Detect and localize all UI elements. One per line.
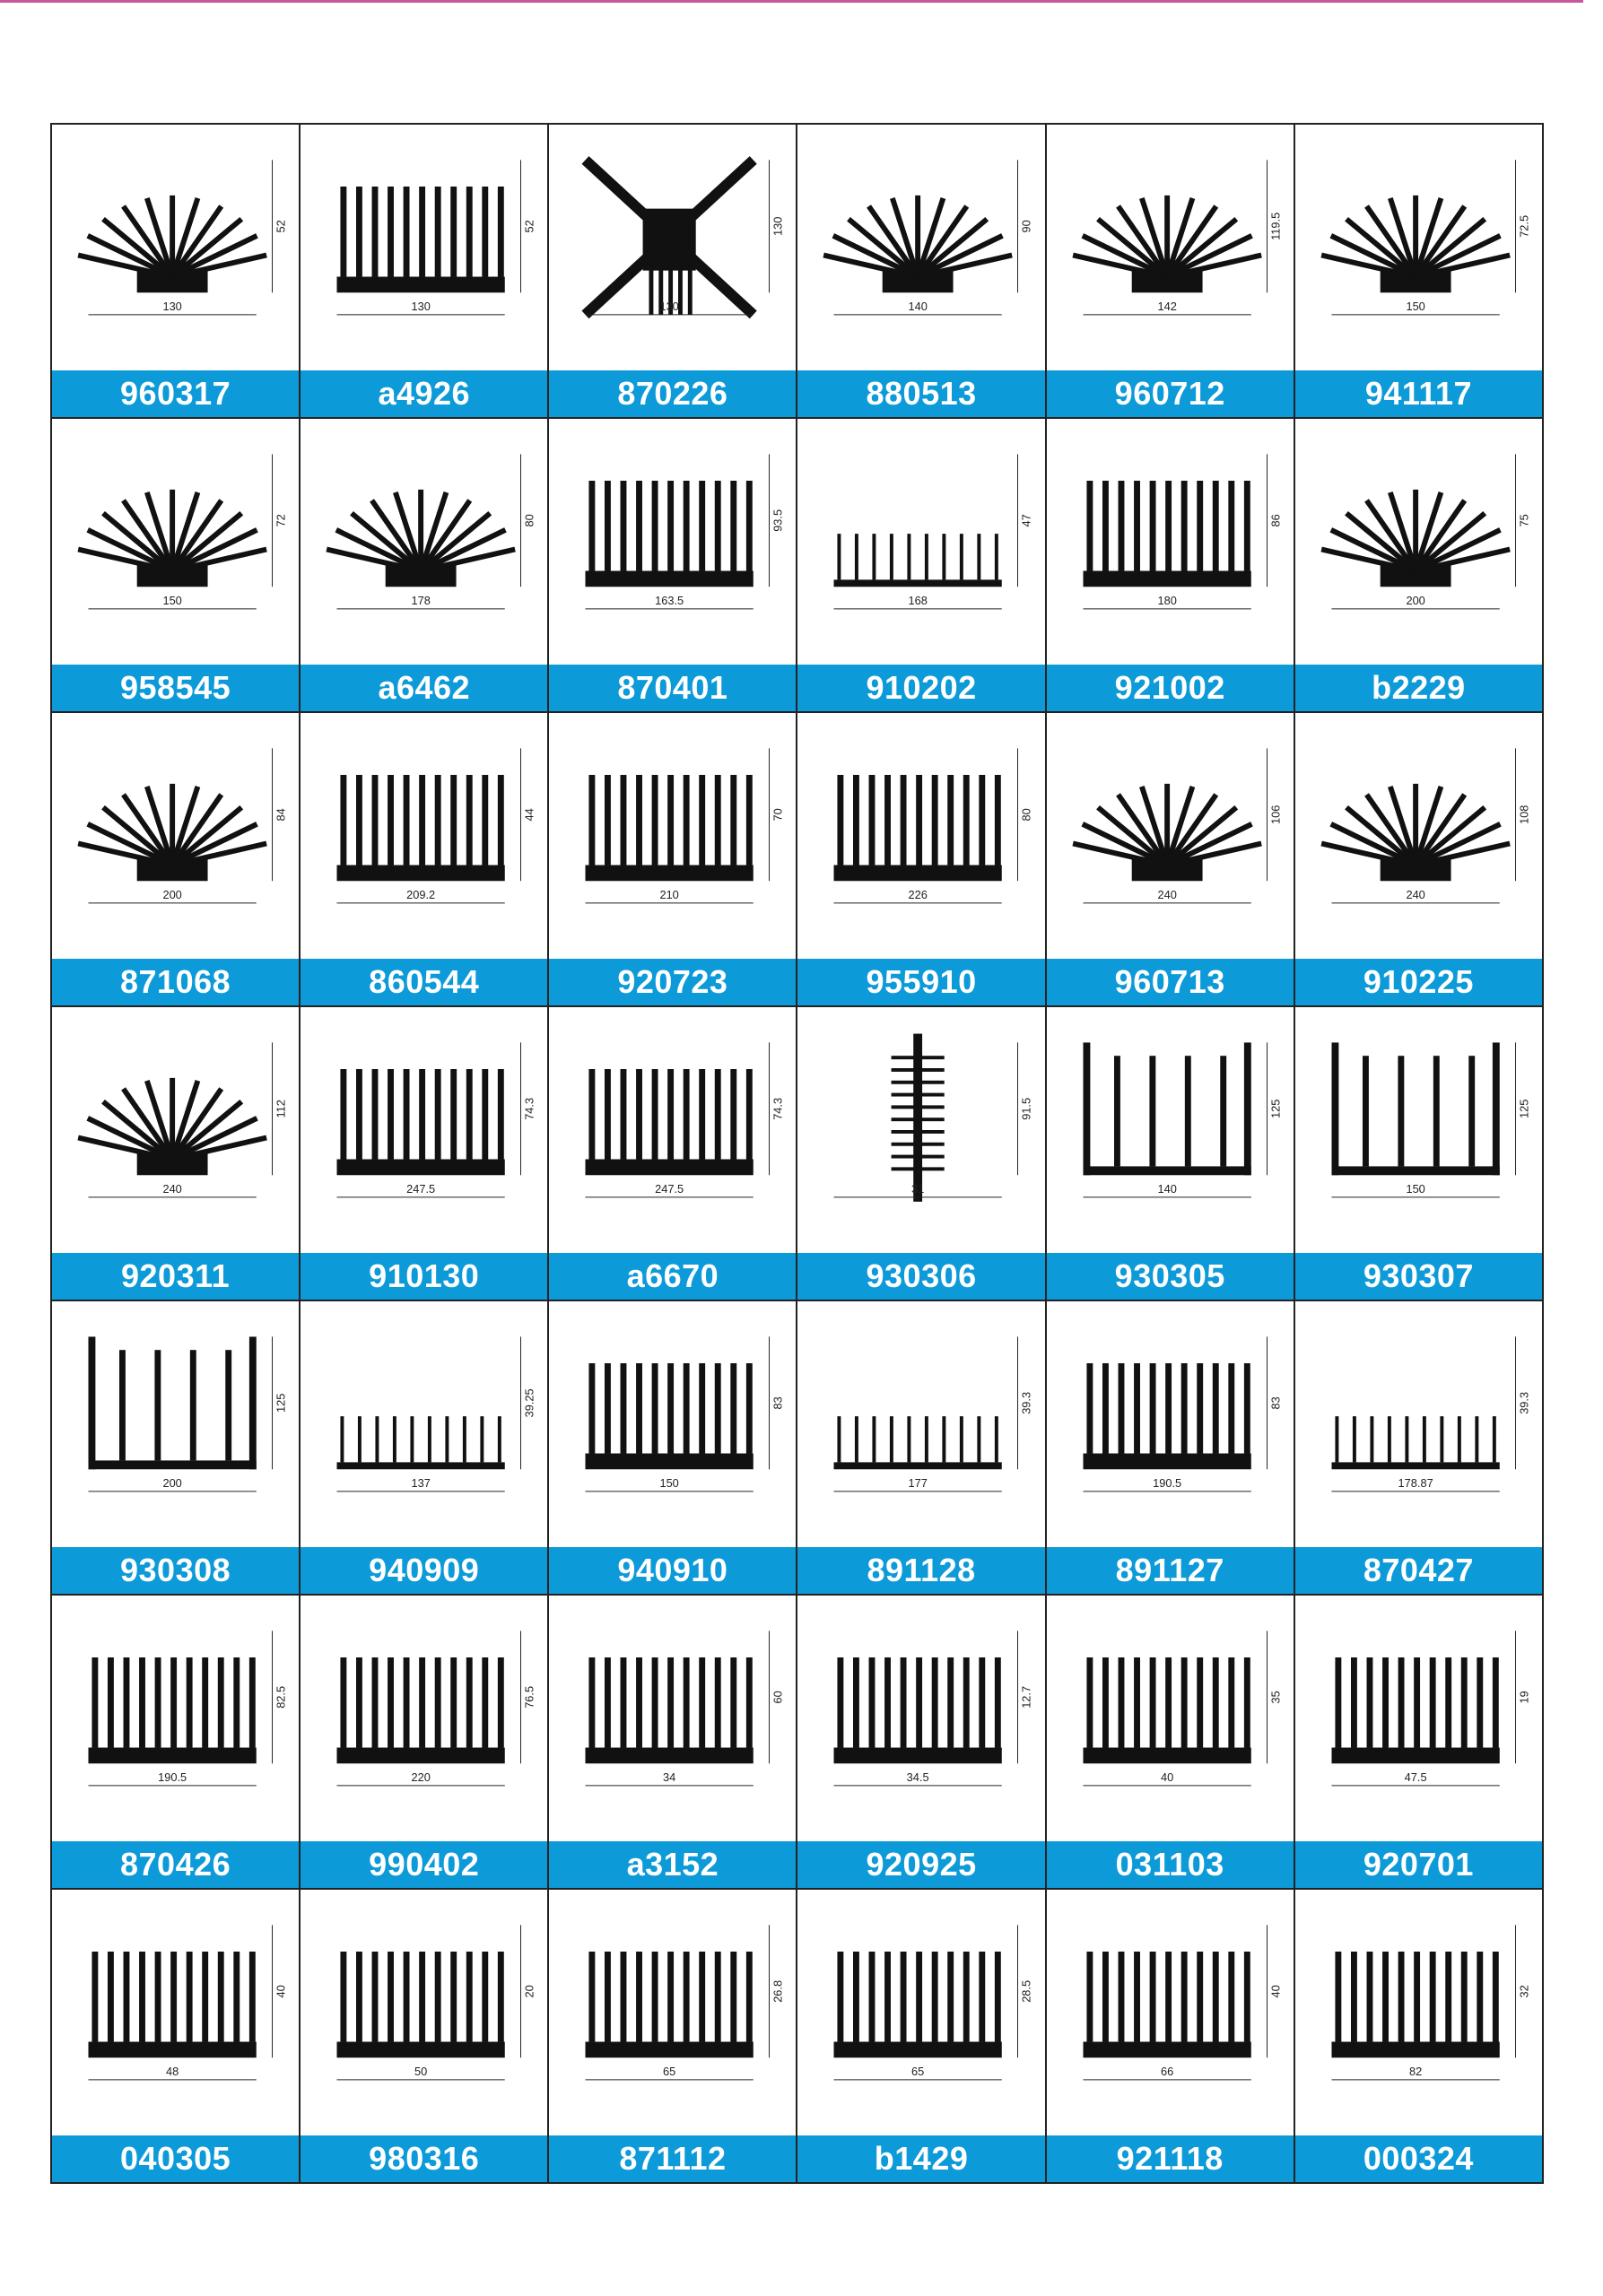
width-dimension: 226 bbox=[908, 887, 928, 901]
profile-shape bbox=[1331, 1416, 1499, 1469]
profile-diagram bbox=[1295, 1301, 1542, 1547]
profile-code: 930308 bbox=[52, 1547, 299, 1594]
profile-shape bbox=[337, 775, 505, 881]
profile-shape bbox=[1073, 196, 1261, 292]
profile-code: 920311 bbox=[52, 1253, 299, 1300]
height-dimension: 72 bbox=[274, 514, 288, 527]
width-dimension: 150 bbox=[162, 593, 182, 607]
height-dimension: 70 bbox=[771, 808, 785, 822]
height-dimension: 119.5 bbox=[1268, 212, 1282, 240]
profile-card bbox=[52, 1890, 301, 2184]
profile-diagram bbox=[301, 1301, 547, 1547]
profile-card bbox=[301, 125, 549, 419]
profile-shape bbox=[1083, 1042, 1250, 1175]
profile-diagram bbox=[1047, 125, 1294, 370]
height-dimension: 83 bbox=[1268, 1396, 1282, 1410]
profile-diagram bbox=[549, 1301, 796, 1547]
profile-card bbox=[52, 1301, 301, 1596]
profile-code: 920925 bbox=[797, 1841, 1044, 1888]
profile-code: 910225 bbox=[1295, 959, 1542, 1005]
profile-shape bbox=[586, 160, 754, 314]
profile-diagram bbox=[1047, 1007, 1294, 1253]
profile-card bbox=[549, 1596, 797, 1890]
profile-drawing bbox=[1047, 1596, 1294, 1841]
profile-shape bbox=[1083, 1363, 1250, 1469]
profile-drawing bbox=[797, 1890, 1044, 2135]
profile-card bbox=[52, 1596, 301, 1890]
profile-drawing bbox=[301, 1007, 547, 1253]
width-dimension: 48 bbox=[166, 2064, 179, 2078]
height-dimension: 12.7 bbox=[1019, 1685, 1033, 1709]
profile-shape bbox=[1083, 1657, 1250, 1763]
width-dimension: 210 bbox=[659, 887, 680, 901]
heatsink-profile-grid bbox=[50, 123, 1544, 2184]
profile-card bbox=[1047, 1890, 1295, 2184]
width-dimension: 150 bbox=[1406, 1181, 1425, 1196]
profile-card bbox=[1047, 419, 1295, 713]
profile-code: 870427 bbox=[1295, 1547, 1542, 1594]
profile-drawing bbox=[797, 713, 1044, 959]
profile-card bbox=[797, 125, 1046, 419]
profile-card bbox=[549, 419, 797, 713]
profile-diagram bbox=[797, 419, 1044, 665]
profile-drawing bbox=[1047, 419, 1294, 665]
profile-shape bbox=[834, 1416, 1002, 1469]
height-dimension: 52 bbox=[522, 220, 536, 233]
height-dimension: 90 bbox=[1019, 220, 1033, 233]
top-accent-line bbox=[0, 0, 1583, 3]
profile-diagram bbox=[301, 1007, 547, 1253]
profile-shape bbox=[586, 1363, 754, 1469]
profile-drawing bbox=[797, 1007, 1044, 1253]
profile-shape bbox=[78, 1078, 266, 1175]
profile-diagram bbox=[301, 713, 547, 959]
profile-drawing bbox=[52, 419, 299, 665]
profile-shape bbox=[834, 1952, 1002, 2057]
width-dimension: 190.5 bbox=[1152, 1475, 1181, 1490]
profile-code: 891127 bbox=[1047, 1547, 1294, 1594]
profile-code: 920723 bbox=[549, 959, 796, 1005]
profile-shape bbox=[1331, 1657, 1499, 1763]
profile-drawing bbox=[549, 713, 796, 959]
profile-card bbox=[1295, 419, 1544, 713]
profile-diagram bbox=[52, 1007, 299, 1253]
width-dimension: 142 bbox=[1157, 299, 1177, 313]
width-dimension: 209.2 bbox=[406, 887, 436, 901]
profile-card bbox=[1047, 125, 1295, 419]
profile-diagram bbox=[549, 713, 796, 959]
profile-drawing bbox=[301, 1890, 547, 2135]
height-dimension: 82.5 bbox=[274, 1685, 288, 1709]
width-dimension: 34 bbox=[663, 1770, 676, 1784]
width-dimension: 220 bbox=[411, 1770, 431, 1784]
profile-card bbox=[1295, 1890, 1544, 2184]
profile-drawing bbox=[549, 1007, 796, 1253]
width-dimension: 177 bbox=[908, 1475, 928, 1490]
profile-card bbox=[1295, 125, 1544, 419]
profile-drawing bbox=[301, 125, 547, 370]
profile-drawing bbox=[797, 1596, 1044, 1841]
width-dimension: 178.87 bbox=[1398, 1475, 1433, 1490]
profile-card bbox=[1047, 1007, 1295, 1301]
profile-shape bbox=[834, 775, 1002, 881]
height-dimension: 80 bbox=[1019, 808, 1033, 822]
profile-code: 860544 bbox=[301, 959, 547, 1005]
profile-card bbox=[1047, 713, 1295, 1007]
profile-code: 940910 bbox=[549, 1547, 796, 1594]
profile-shape bbox=[1321, 490, 1510, 587]
height-dimension: 35 bbox=[1268, 1691, 1282, 1704]
profile-code: b1429 bbox=[797, 2135, 1044, 2182]
height-dimension: 86 bbox=[1268, 514, 1282, 527]
profile-card bbox=[549, 125, 797, 419]
profile-shape bbox=[1083, 481, 1250, 587]
profile-drawing bbox=[52, 1301, 299, 1547]
profile-drawing bbox=[1295, 1596, 1542, 1841]
profile-diagram bbox=[797, 1007, 1044, 1253]
profile-code: 921118 bbox=[1047, 2135, 1294, 2182]
profile-shape bbox=[327, 490, 515, 587]
width-dimension: 178 bbox=[411, 593, 431, 607]
profile-diagram bbox=[301, 419, 547, 665]
profile-code: 921002 bbox=[1047, 665, 1294, 711]
profile-drawing bbox=[1295, 125, 1542, 370]
height-dimension: 76.5 bbox=[522, 1685, 536, 1709]
profile-diagram bbox=[797, 1890, 1044, 2135]
profile-drawing bbox=[301, 1301, 547, 1547]
profile-drawing bbox=[301, 713, 547, 959]
profile-card bbox=[1047, 1301, 1295, 1596]
profile-card bbox=[549, 713, 797, 1007]
profile-code: 040305 bbox=[52, 2135, 299, 2182]
width-dimension: 200 bbox=[162, 1475, 182, 1490]
profile-shape bbox=[337, 1416, 505, 1469]
height-dimension: 93.5 bbox=[771, 509, 785, 532]
profile-shape bbox=[88, 1657, 256, 1763]
width-dimension: 240 bbox=[1157, 887, 1177, 901]
width-dimension: 240 bbox=[162, 1181, 182, 1196]
profile-card bbox=[301, 1007, 549, 1301]
profile-code: a4926 bbox=[301, 370, 547, 417]
profile-diagram bbox=[1295, 1596, 1542, 1841]
profile-code: 930305 bbox=[1047, 1253, 1294, 1300]
profile-diagram bbox=[797, 1301, 1044, 1547]
profile-code: 930306 bbox=[797, 1253, 1044, 1300]
height-dimension: 83 bbox=[771, 1396, 785, 1410]
width-dimension: 247.5 bbox=[406, 1181, 436, 1196]
profile-code: 940909 bbox=[301, 1547, 547, 1594]
profile-drawing bbox=[549, 1890, 796, 2135]
profile-diagram bbox=[52, 1596, 299, 1841]
height-dimension: 74.3 bbox=[771, 1097, 785, 1120]
profile-diagram bbox=[549, 419, 796, 665]
profile-diagram bbox=[52, 713, 299, 959]
profile-shape bbox=[1073, 784, 1261, 881]
profile-shape bbox=[834, 534, 1002, 587]
profile-shape bbox=[586, 1952, 754, 2057]
profile-drawing bbox=[1047, 713, 1294, 959]
profile-card bbox=[52, 419, 301, 713]
profile-drawing bbox=[52, 713, 299, 959]
height-dimension: 20 bbox=[522, 1985, 536, 1998]
profile-code: 870226 bbox=[549, 370, 796, 417]
profile-code: a6462 bbox=[301, 665, 547, 711]
profile-diagram bbox=[1047, 1596, 1294, 1841]
height-dimension: 40 bbox=[1268, 1985, 1282, 1998]
width-dimension: 65 bbox=[911, 2064, 925, 2078]
profile-code: b2229 bbox=[1295, 665, 1542, 711]
height-dimension: 130 bbox=[771, 216, 785, 237]
profile-diagram bbox=[549, 125, 796, 370]
height-dimension: 75 bbox=[1517, 514, 1531, 527]
profile-diagram bbox=[1295, 125, 1542, 370]
width-dimension: 31 bbox=[911, 1181, 925, 1196]
width-dimension: 180 bbox=[1157, 593, 1177, 607]
profile-shape bbox=[337, 187, 505, 292]
profile-code: 031103 bbox=[1047, 1841, 1294, 1888]
height-dimension: 108 bbox=[1517, 804, 1531, 825]
profile-diagram bbox=[1295, 419, 1542, 665]
profile-diagram bbox=[797, 1596, 1044, 1841]
profile-card bbox=[549, 1301, 797, 1596]
profile-card bbox=[301, 1301, 549, 1596]
profile-card bbox=[797, 1596, 1046, 1890]
profile-shape bbox=[586, 1657, 754, 1763]
width-dimension: 65 bbox=[663, 2064, 676, 2078]
width-dimension: 40 bbox=[1160, 1770, 1173, 1784]
width-dimension: 137 bbox=[411, 1475, 431, 1490]
profile-diagram bbox=[1295, 1890, 1542, 2135]
height-dimension: 28.5 bbox=[1019, 1979, 1033, 2003]
profile-shape bbox=[78, 490, 266, 587]
profile-code: 000324 bbox=[1295, 2135, 1542, 2182]
profile-diagram bbox=[797, 713, 1044, 959]
profile-code: 871068 bbox=[52, 959, 299, 1005]
profile-shape bbox=[586, 775, 754, 881]
height-dimension: 44 bbox=[522, 808, 536, 822]
profile-shape bbox=[834, 1657, 1002, 1763]
profile-code: 941117 bbox=[1295, 370, 1542, 417]
profile-code: 990402 bbox=[301, 1841, 547, 1888]
profile-code: 880513 bbox=[797, 370, 1044, 417]
profile-diagram bbox=[1047, 1301, 1294, 1547]
profile-shape bbox=[88, 1336, 256, 1469]
height-dimension: 39.3 bbox=[1019, 1391, 1033, 1414]
width-dimension: 130 bbox=[411, 299, 431, 313]
height-dimension: 52 bbox=[274, 220, 288, 233]
profile-diagram bbox=[1047, 1890, 1294, 2135]
profile-code: a6670 bbox=[549, 1253, 796, 1300]
width-dimension: 168 bbox=[908, 593, 928, 607]
profile-code: 870401 bbox=[549, 665, 796, 711]
profile-shape bbox=[586, 1069, 754, 1175]
profile-shape bbox=[337, 1657, 505, 1763]
height-dimension: 32 bbox=[1517, 1985, 1531, 1998]
profile-code: 910130 bbox=[301, 1253, 547, 1300]
profile-code: 930307 bbox=[1295, 1253, 1542, 1300]
width-dimension: 82 bbox=[1408, 2064, 1423, 2078]
profile-drawing bbox=[1047, 125, 1294, 370]
width-dimension: 140 bbox=[1157, 1181, 1177, 1196]
profile-drawing bbox=[52, 1596, 299, 1841]
profile-code: 958545 bbox=[52, 665, 299, 711]
profile-code: 871112 bbox=[549, 2135, 796, 2182]
height-dimension: 125 bbox=[1268, 1099, 1282, 1119]
profile-diagram bbox=[797, 125, 1044, 370]
width-dimension: 150 bbox=[1406, 299, 1425, 313]
profile-card bbox=[52, 125, 301, 419]
profile-code: 960317 bbox=[52, 370, 299, 417]
height-dimension: 106 bbox=[1268, 804, 1282, 825]
profile-card bbox=[1295, 713, 1544, 1007]
profile-shape bbox=[1331, 1042, 1499, 1175]
height-dimension: 40 bbox=[274, 1985, 288, 1998]
profile-drawing bbox=[1295, 1890, 1542, 2135]
profile-shape bbox=[586, 481, 754, 587]
profile-drawing bbox=[1047, 1301, 1294, 1547]
width-dimension: 240 bbox=[1406, 887, 1425, 901]
width-dimension: 163.5 bbox=[655, 593, 684, 607]
profile-card bbox=[797, 1890, 1046, 2184]
height-dimension: 125 bbox=[1517, 1099, 1531, 1119]
profile-code: 960713 bbox=[1047, 959, 1294, 1005]
height-dimension: 91.5 bbox=[1019, 1097, 1033, 1120]
height-dimension: 39.3 bbox=[1517, 1391, 1531, 1414]
width-dimension: 200 bbox=[162, 887, 182, 901]
profile-shape bbox=[892, 1034, 945, 1202]
profile-drawing bbox=[797, 419, 1044, 665]
profile-shape bbox=[1321, 784, 1510, 881]
profile-card bbox=[1295, 1596, 1544, 1890]
height-dimension: 47 bbox=[1019, 514, 1033, 527]
profile-card bbox=[1047, 1596, 1295, 1890]
height-dimension: 72.5 bbox=[1517, 214, 1531, 238]
height-dimension: 125 bbox=[274, 1393, 288, 1413]
profile-card bbox=[301, 419, 549, 713]
profile-diagram bbox=[52, 419, 299, 665]
profile-card bbox=[549, 1890, 797, 2184]
width-dimension: 50 bbox=[414, 2064, 428, 2078]
profile-diagram bbox=[1295, 1007, 1542, 1253]
profile-shape bbox=[78, 196, 266, 292]
profile-drawing bbox=[1295, 1007, 1542, 1253]
profile-drawing bbox=[549, 1301, 796, 1547]
profile-card bbox=[797, 713, 1046, 1007]
width-dimension: 34.5 bbox=[907, 1770, 930, 1784]
profile-drawing bbox=[797, 1301, 1044, 1547]
profile-code: a3152 bbox=[549, 1841, 796, 1888]
profile-diagram bbox=[301, 125, 547, 370]
width-dimension: 190.5 bbox=[158, 1770, 187, 1784]
profile-shape bbox=[88, 1952, 256, 2057]
profile-drawing bbox=[301, 419, 547, 665]
profile-diagram bbox=[1295, 713, 1542, 959]
width-dimension: 247.5 bbox=[655, 1181, 684, 1196]
profile-card bbox=[549, 1007, 797, 1301]
height-dimension: 84 bbox=[274, 808, 288, 822]
profile-card bbox=[797, 1301, 1046, 1596]
profile-drawing bbox=[52, 1007, 299, 1253]
profile-card bbox=[797, 1007, 1046, 1301]
width-dimension: 200 bbox=[1406, 593, 1425, 607]
width-dimension: 150 bbox=[659, 1475, 680, 1490]
profile-card bbox=[52, 713, 301, 1007]
profile-drawing bbox=[549, 1596, 796, 1841]
profile-code: 870426 bbox=[52, 1841, 299, 1888]
width-dimension: 130 bbox=[659, 299, 680, 313]
profile-drawing bbox=[301, 1596, 547, 1841]
profile-drawing bbox=[1295, 419, 1542, 665]
profile-shape bbox=[1321, 196, 1510, 292]
profile-card bbox=[797, 419, 1046, 713]
profile-drawing bbox=[1295, 1301, 1542, 1547]
profile-card bbox=[1295, 1301, 1544, 1596]
profile-diagram bbox=[301, 1890, 547, 2135]
profile-diagram bbox=[52, 1301, 299, 1547]
profile-shape bbox=[1331, 1952, 1499, 2057]
height-dimension: 39.25 bbox=[522, 1388, 536, 1418]
profile-shape bbox=[337, 1069, 505, 1175]
profile-code: 955910 bbox=[797, 959, 1044, 1005]
width-dimension: 66 bbox=[1160, 2064, 1173, 2078]
profile-shape bbox=[78, 784, 266, 881]
profile-diagram bbox=[549, 1596, 796, 1841]
profile-drawing bbox=[1295, 713, 1542, 959]
profile-diagram bbox=[1047, 419, 1294, 665]
profile-drawing bbox=[549, 125, 796, 370]
profile-diagram bbox=[52, 1890, 299, 2135]
profile-diagram bbox=[301, 1596, 547, 1841]
profile-code: 980316 bbox=[301, 2135, 547, 2182]
profile-diagram bbox=[52, 125, 299, 370]
profile-card bbox=[301, 1890, 549, 2184]
profile-card bbox=[1295, 1007, 1544, 1301]
profile-diagram bbox=[1047, 713, 1294, 959]
height-dimension: 19 bbox=[1517, 1691, 1531, 1704]
profile-code: 960712 bbox=[1047, 370, 1294, 417]
profile-diagram bbox=[549, 1890, 796, 2135]
profile-code: 920701 bbox=[1295, 1841, 1542, 1888]
profile-drawing bbox=[1047, 1890, 1294, 2135]
profile-shape bbox=[337, 1952, 505, 2057]
profile-drawing bbox=[1047, 1007, 1294, 1253]
profile-shape bbox=[824, 196, 1013, 292]
width-dimension: 140 bbox=[908, 299, 928, 313]
profile-card bbox=[52, 1007, 301, 1301]
height-dimension: 74.3 bbox=[522, 1097, 536, 1120]
profile-card bbox=[301, 713, 549, 1007]
profile-drawing bbox=[52, 125, 299, 370]
profile-drawing bbox=[797, 125, 1044, 370]
profile-card bbox=[301, 1596, 549, 1890]
profile-drawing bbox=[52, 1890, 299, 2135]
profile-shape bbox=[1083, 1952, 1250, 2057]
height-dimension: 26.8 bbox=[771, 1979, 785, 2003]
width-dimension: 130 bbox=[162, 299, 182, 313]
profile-drawing bbox=[549, 419, 796, 665]
profile-diagram bbox=[549, 1007, 796, 1253]
height-dimension: 80 bbox=[522, 514, 536, 527]
width-dimension: 47.5 bbox=[1404, 1770, 1427, 1784]
profile-code: 891128 bbox=[797, 1547, 1044, 1594]
profile-code: 910202 bbox=[797, 665, 1044, 711]
height-dimension: 112 bbox=[274, 1100, 288, 1118]
height-dimension: 60 bbox=[771, 1691, 785, 1704]
